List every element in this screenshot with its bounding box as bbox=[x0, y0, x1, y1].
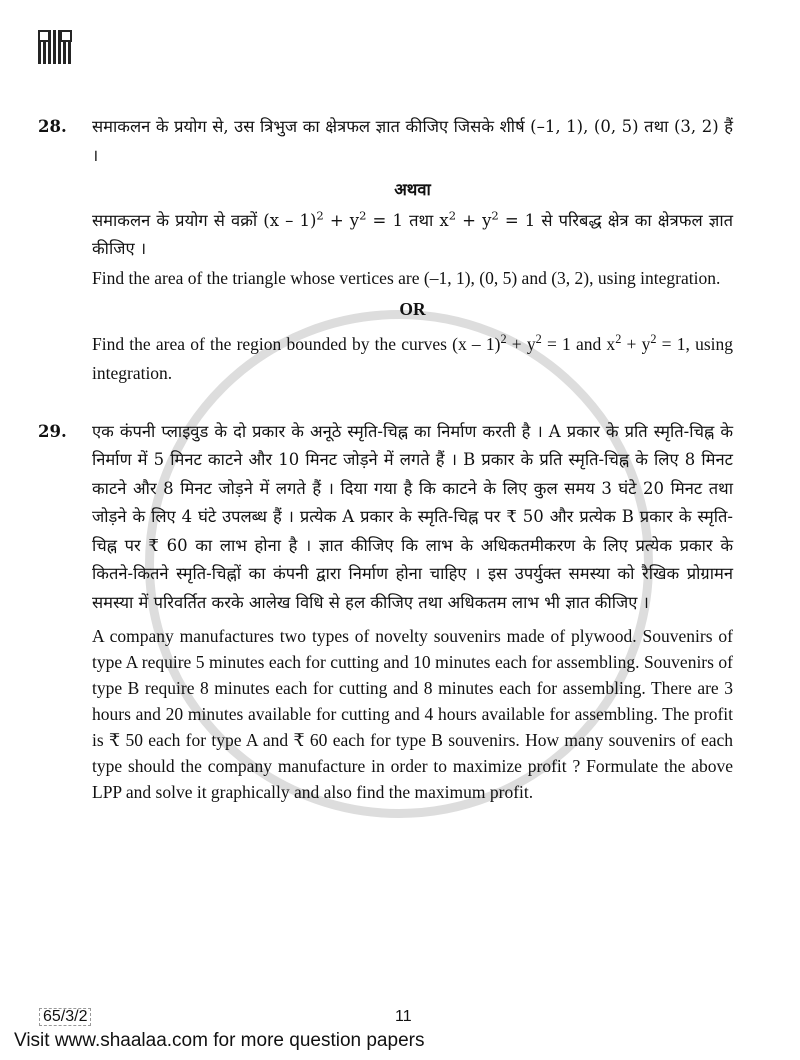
question-body bbox=[92, 418, 733, 806]
question-body bbox=[92, 113, 733, 388]
page-number: 11 bbox=[395, 1008, 412, 1025]
footer-row bbox=[38, 1008, 733, 1028]
page-footer bbox=[14, 988, 733, 1052]
question-number: 28. bbox=[38, 117, 67, 136]
qr-code-icon bbox=[38, 30, 72, 64]
q28-hindi-text: समाकलन के प्रयोग से, उस त्रिभुज का क्षेत्रफल ज्ञात कीजिए जिसके शीर्ष (–1, 1), (0, 5) तथा (3, 2) हैं । bbox=[92, 117, 733, 165]
q28-english-text: Find the area of the triangle whose vertices are (–1, 1), (0, 5) and (3, 2), using integration. bbox=[92, 267, 721, 288]
q29-english-text: A company manufactures two types of novelty souvenirs made of plywood. Souvenirs of type A require 5 minutes each for cutting and 10 minutes each for assembling. Souvenirs of type B require 8 minutes each for cutting and 8 minutes each for assembling. There are 3 hours and 20 minutes available for cutting and 4 hours available for assembling. The profit is ₹ 50 each for type A and ₹ 60 each for type B souvenirs. How many souvenirs of each type should the company manufacture in order to maximize profit ? Formulate the above LPP and solve it graphically and also find the maximum profit. bbox=[92, 626, 733, 802]
q28-english-alt: Find the area of the region bounded by the curves $(x - 1)^2 + y^2 = 1$ and $x^2 + y^2 = 1$, using integration. bbox=[92, 331, 733, 383]
question-number: 29. bbox=[38, 421, 67, 441]
q29-hindi-text: एक कंपनी प्लाइवुड के दो प्रकार के अनूठे स्मृति-चिह्न का निर्माण करती है । A प्रकार के प्रति स्मृति-चिह्न के निर्माण में 5 मिनट काटने और 10 मिनट जोड़ने में लगते हैं । B प्रकार के प्रति स्मृति-चिह्न के लिए 8 मिनट काटने और 8 मिनट जोड़ने में लगते हैं । दिया गया है कि काटने के लिए कुल समय 3 घंटे 20 मिनट तथा जोड़ने के लिए 4 घंटे उपलब्ध हैं । प्रत्येक A प्रकार के स्मृति-चिह्न पर ₹ 50 और प्रत्येक B प्रकार के स्मृति-चिह्न पर ₹ 60 का लाभ होना है । ज्ञात कीजिए कि लाभ के अधिकतमीकरण के लिए प्रत्येक प्रकार के कितने-कितने स्मृति-चिह्नों का कंपनी द्वारा निर्माण होना चाहिए । इस उपर्युक्त समस्या को रैखिक प्रोग्रामन समस्या में परिवर्तित करके आलेख विधि से हल कीजिए तथा अधिकतम लाभ भी ज्ञात कीजिए । bbox=[92, 421, 733, 612]
q28-or-hindi: अथवा bbox=[394, 180, 431, 199]
q28-or-english: OR bbox=[399, 298, 426, 319]
question-29 bbox=[38, 418, 733, 806]
visit-link[interactable]: Visit www.shaalaa.com for more question papers bbox=[14, 1030, 425, 1051]
q28-hindi-alt: समाकलन के प्रयोग से वक्रों $(x - 1)^2 + y^2 = 1$ तथा $x^2 + y^2 = 1$ से परिबद्ध क्षेत्र का क्षेत्रफल ज्ञात कीजिए । bbox=[92, 208, 734, 258]
questions bbox=[38, 113, 733, 805]
paper-code: 65/3/2 bbox=[39, 1008, 91, 1026]
question-28 bbox=[38, 113, 733, 388]
